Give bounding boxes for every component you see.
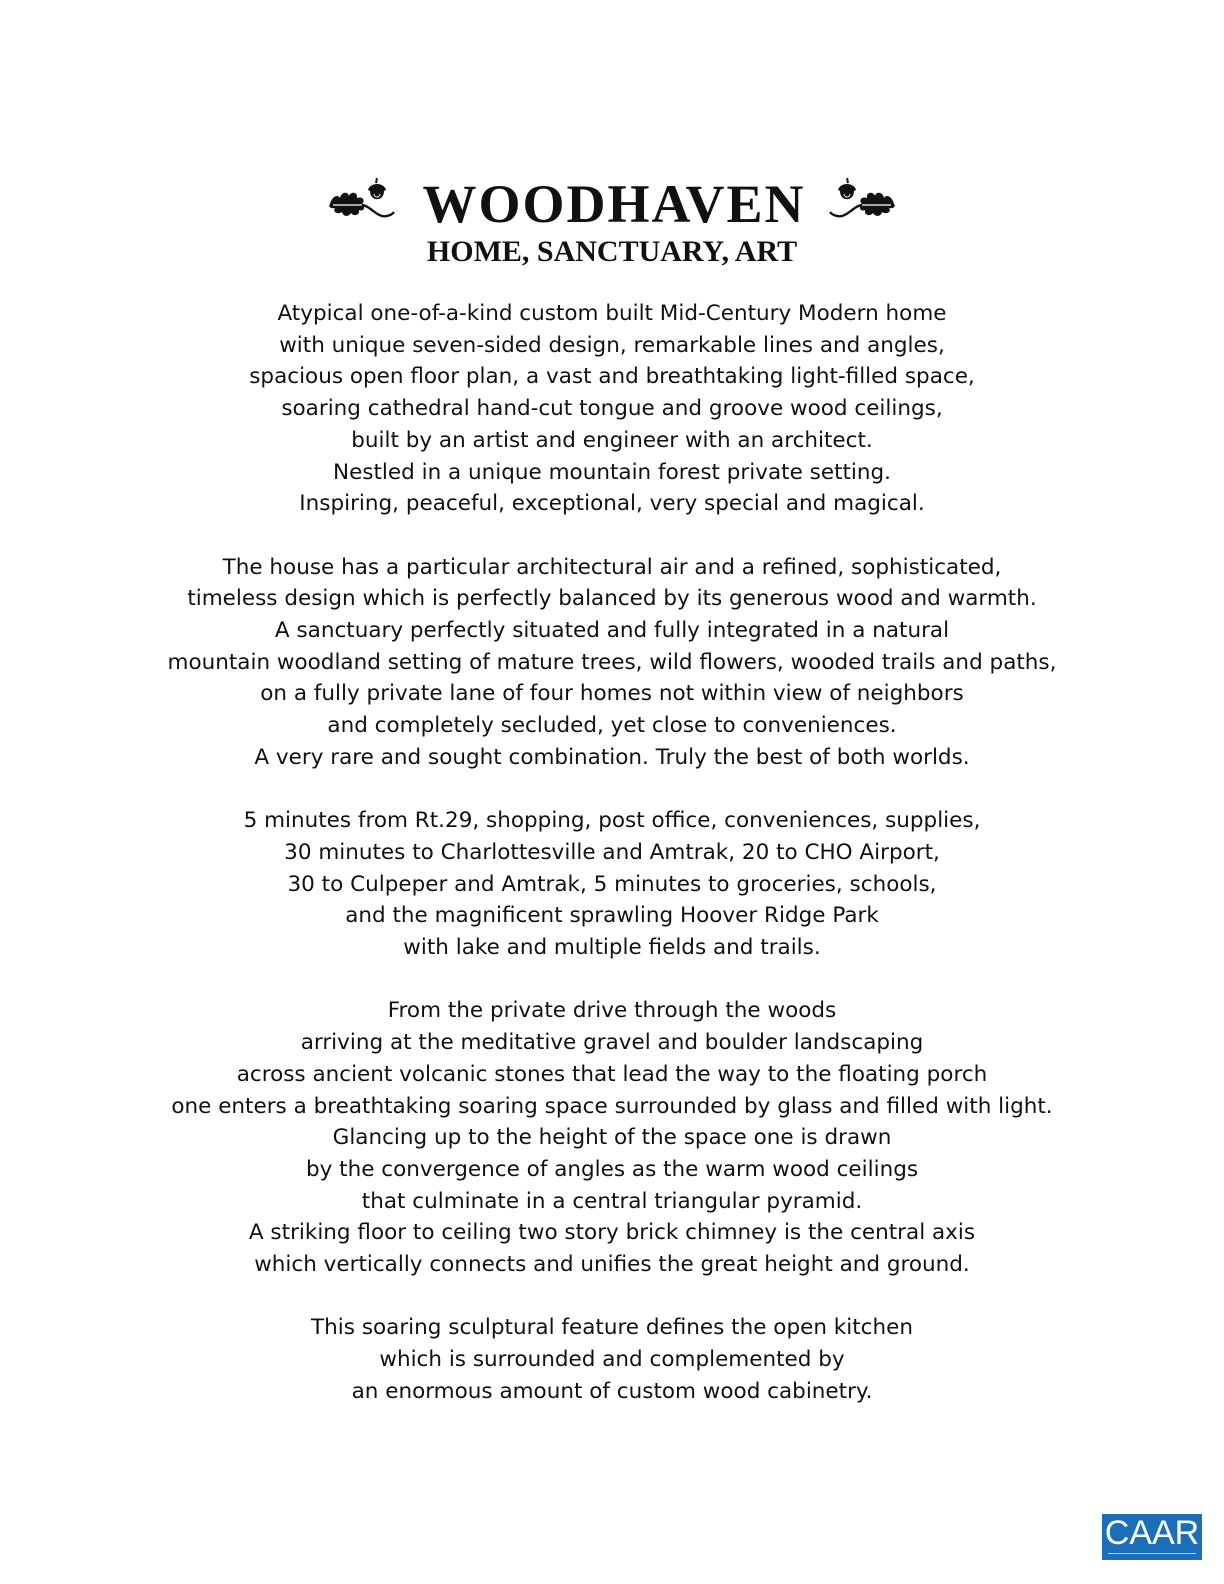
paragraph-location	[100, 805, 1124, 964]
text-line: A very rare and sought combination. Truly the best of both worlds.	[254, 744, 970, 770]
text-line: The house has a particular architectural air and a refined, sophisticated,	[222, 554, 1002, 580]
paragraph-kitchen	[100, 1312, 1124, 1407]
text-line: This soaring sculptural feature defines the open kitchen	[311, 1315, 913, 1341]
text-line: spacious open floor plan, a vast and breathtaking light-filled space,	[249, 364, 975, 390]
text-line: From the private drive through the woods	[387, 998, 837, 1024]
text-line: 30 minutes to Charlottesville and Amtrak, 20 to CHO Airport,	[284, 839, 940, 865]
text-line: mountain woodland setting of mature trees, wild flowers, wooded trails and paths,	[167, 649, 1057, 675]
text-line: A sanctuary perfectly situated and fully integrated in a natural	[274, 618, 950, 644]
text-line: on a fully private lane of four homes not within view of neighbors	[260, 681, 964, 707]
body-text	[100, 298, 1124, 1439]
caar-logo	[1102, 1514, 1202, 1560]
text-line: with unique seven-sided design, remarkable lines and angles,	[279, 332, 945, 358]
paragraph-intro	[100, 298, 1124, 520]
paragraph-design	[100, 552, 1124, 774]
text-line: built by an artist and engineer with an architect.	[351, 427, 873, 453]
text-line: which vertically connects and unifies the great height and ground.	[254, 1252, 970, 1278]
oak-leaf-acorn-icon	[324, 174, 404, 234]
page-subtitle: HOME, SANCTUARY, ART	[426, 235, 798, 268]
text-line: arriving at the meditative gravel and boulder landscaping	[300, 1030, 924, 1056]
caar-logo-underline	[1108, 1553, 1196, 1558]
text-line: which is surrounded and complemented by	[379, 1347, 845, 1373]
caar-logo-text: CAAR	[1104, 1514, 1200, 1552]
page-title: WOODHAVEN	[422, 174, 806, 234]
text-line: that culminate in a central triangular pyramid.	[361, 1188, 863, 1214]
text-line: 5 minutes from Rt.29, shopping, post office, conveniences, supplies,	[243, 808, 981, 834]
text-line: an enormous amount of custom wood cabinetry.	[351, 1378, 873, 1404]
text-line: Inspiring, peaceful, exceptional, very special and magical.	[299, 491, 925, 517]
text-line: soaring cathedral hand-cut tongue and groove wood ceilings,	[281, 396, 943, 422]
title-row	[0, 168, 1224, 240]
text-line: Glancing up to the height of the space one is drawn	[332, 1125, 892, 1151]
text-line: one enters a breathtaking soaring space surrounded by glass and filled with light.	[171, 1093, 1053, 1119]
text-line: and the magnificent sprawling Hoover Ridge Park	[345, 903, 879, 929]
text-line: by the convergence of angles as the warm wood ceilings	[305, 1156, 919, 1182]
oak-leaf-acorn-icon	[820, 174, 900, 234]
text-line: Atypical one-of-a-kind custom built Mid-Century Modern home	[277, 301, 947, 326]
text-line: and completely secluded, yet close to conveniences.	[327, 713, 897, 739]
paragraph-arrival	[100, 995, 1124, 1280]
text-line: Nestled in a unique mountain forest private setting.	[332, 459, 892, 485]
text-line: timeless design which is perfectly balanced by its generous wood and warmth.	[187, 586, 1037, 612]
text-line: across ancient volcanic stones that lead the way to the floating porch	[236, 1061, 988, 1087]
text-line: 30 to Culpeper and Amtrak, 5 minutes to groceries, schools,	[287, 871, 937, 897]
text-line: with lake and multiple fields and trails.	[403, 935, 821, 961]
text-line: A striking floor to ceiling two story brick chimney is the central axis	[248, 1220, 976, 1246]
